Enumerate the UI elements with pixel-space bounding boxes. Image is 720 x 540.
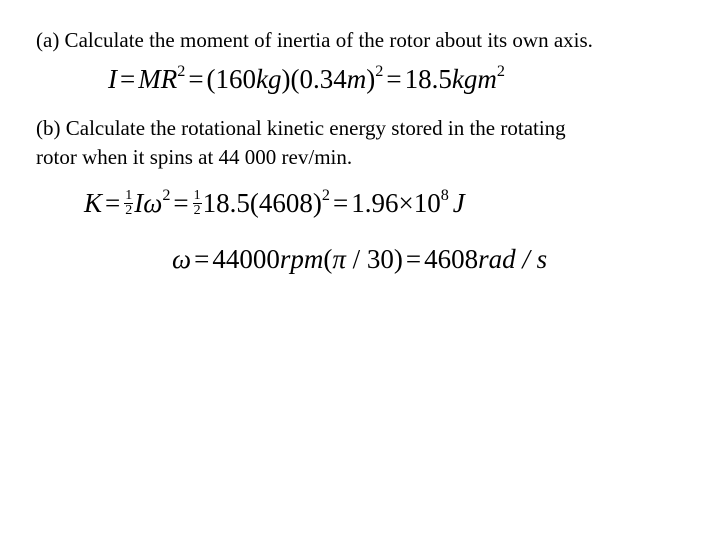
eq-k-power-base: 10	[413, 188, 441, 218]
eq-a-mass-value: 160	[215, 64, 257, 94]
eq-w-equals-2: =	[405, 244, 422, 274]
eq-a-mid-paren: )(	[281, 64, 300, 94]
eq-w-rpm-unit: rpm	[279, 244, 324, 274]
eq-a-equals-3: =	[386, 64, 402, 94]
eq-w-result-value: 4608	[424, 244, 479, 274]
eq-w-lhs: ω	[172, 244, 192, 274]
eq-a-open-paren: (	[206, 64, 216, 94]
eq-w-pi: π	[332, 244, 346, 274]
eq-k-unit: J	[452, 188, 465, 218]
eq-w-equals-1: =	[194, 244, 210, 274]
angular-velocity-equation	[172, 244, 547, 274]
part-b-question-line-1: (b) Calculate the rotational kinetic energy stored in the rotating	[36, 116, 566, 140]
eq-a-result-unit: kgm	[451, 64, 497, 94]
part-b-question-line-2: rotor when it spins at 44 000 rev/min.	[36, 145, 353, 169]
eq-k-fraction-2-denominator: 2	[193, 203, 201, 219]
eq-k-fraction-1	[124, 189, 133, 218]
eq-k-equals-2: =	[173, 188, 189, 218]
eq-a-radius-value: 0.34	[299, 64, 347, 94]
eq-w-result-unit: rad / s	[478, 244, 548, 274]
eq-k-lhs: K	[84, 188, 103, 218]
part-a-question: (a) Calculate the moment of inertia of the rotor about its own axis.	[36, 28, 593, 52]
eq-k-fraction-2-numerator: 1	[193, 188, 201, 204]
moment-of-inertia-equation	[108, 61, 505, 98]
eq-k-exponent-3: 8	[440, 185, 449, 204]
eq-k-fraction-1-denominator: 2	[125, 203, 133, 219]
eq-a-close-paren: )	[366, 64, 376, 94]
eq-k-inertia: I	[134, 188, 144, 218]
eq-k-omega: ω	[143, 188, 163, 218]
eq-k-substituted-value: 18.5(4608)	[202, 188, 322, 218]
eq-a-mr: MR	[138, 64, 178, 94]
eq-w-divisor: / 30)	[345, 244, 403, 274]
eq-k-equals-3: =	[332, 188, 349, 218]
eq-k-fraction-1-numerator: 1	[125, 188, 133, 204]
eq-w-open-paren: (	[323, 244, 333, 274]
eq-a-exponent-2: 2	[375, 61, 384, 80]
eq-a-radius-unit: m	[346, 64, 367, 94]
eq-k-exponent-2: 2	[321, 185, 330, 204]
eq-a-exponent-1: 2	[177, 61, 186, 80]
eq-k-fraction-2	[193, 189, 202, 218]
eq-a-mass-unit: kg	[256, 64, 282, 94]
eq-k-exponent-1: 2	[162, 185, 171, 204]
eq-a-lhs: I	[108, 64, 117, 94]
eq-a-exponent-3: 2	[496, 61, 505, 80]
eq-a-equals-2: =	[188, 64, 204, 94]
eq-a-result-value: 18.5	[404, 64, 452, 94]
eq-w-rpm-value: 44000	[212, 244, 280, 274]
eq-k-mantissa: 1.96	[351, 188, 399, 218]
eq-k-equals-1: =	[105, 188, 121, 218]
eq-k-times-sign: ×	[398, 188, 414, 218]
kinetic-energy-equation	[84, 185, 465, 222]
eq-a-equals-1: =	[120, 64, 136, 94]
